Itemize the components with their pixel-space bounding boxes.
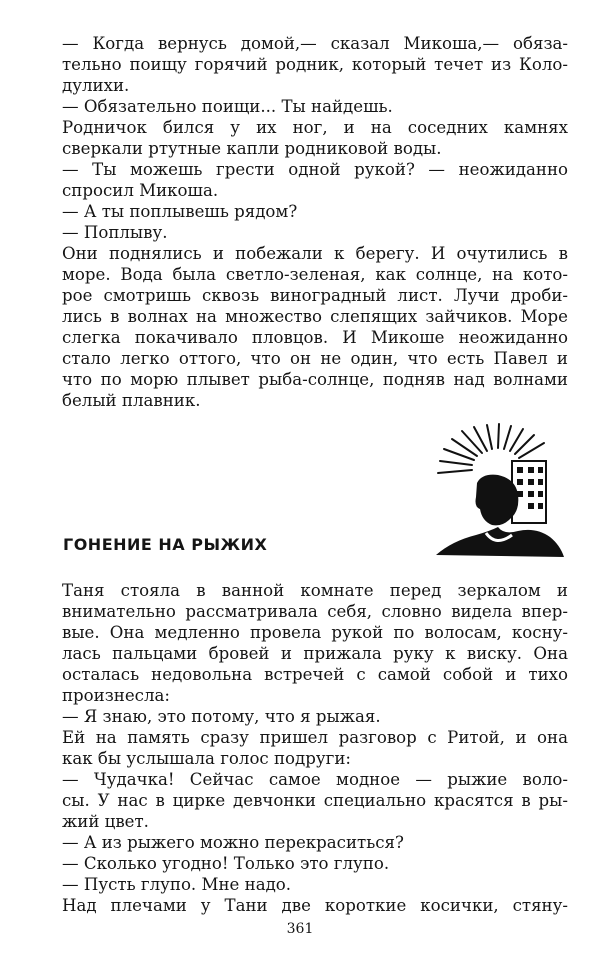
text-line: — Обязательно поищи... Ты найдешь. — [62, 97, 393, 116]
text-line: — Пусть глупо. Мне надо. — [62, 875, 292, 894]
page-number: 361 — [286, 921, 314, 937]
text-line: — Сколько угодно! Только это глупо. — [62, 854, 390, 873]
text-line: тельно поищу горячий родник, который течет из Коло- — [62, 55, 568, 74]
text-line: — Поплыву. — [62, 223, 168, 242]
chapter-title: ГОНЕНИЕ НА РЫЖИХ — [63, 535, 268, 554]
text-line: лась пальцами бровей и прижала руку к виску. Она — [62, 644, 568, 663]
text-line: рое смотришь сквозь виноградный лист. Лучи дроби- — [62, 286, 568, 305]
text-line: Они поднялись и побежали к берегу. И очутились в — [62, 244, 568, 263]
text-line: осталась недовольна встречей с самой собой и тихо — [62, 665, 568, 684]
text-line: спросил Микоша. — [62, 181, 219, 200]
text-line: слегка покачивало пловцов. И Микоше неожиданно — [62, 328, 568, 347]
text-block-bottom — [62, 580, 568, 916]
chapter-illustration — [432, 423, 572, 563]
text-line: сверкали ртутные капли родниковой воды. — [62, 139, 442, 158]
text-line: внимательно рассматривала себя, словно видела впер- — [62, 602, 568, 621]
text-line: дулихи. — [62, 76, 130, 95]
text-line: — Ты можешь грести одной рукой? — неожиданно — [62, 160, 568, 179]
text-line: Таня стояла в ванной комнате перед зеркалом и — [62, 581, 568, 600]
text-line: — Когда вернусь домой,— сказал Микоша,— обяза- — [62, 34, 568, 53]
text-line: Родничок бился у их ног, и на соседних камнях — [62, 118, 568, 137]
text-line: — Чудачка! Сейчас самое модное — рыжие воло- — [62, 770, 568, 789]
text-line: — А из рыжего можно перекраситься? — [62, 833, 404, 852]
text-line: — А ты поплывешь рядом? — [62, 202, 298, 221]
text-line: произнесла: — [62, 686, 170, 705]
text-line: море. Вода была светло-зеленая, как солнце, на кото- — [62, 265, 568, 284]
text-line: жий цвет. — [62, 812, 149, 831]
text-block-top — [62, 33, 568, 411]
text-line: как бы услышала голос подруги: — [62, 749, 351, 768]
text-line: сы. У нас в цирке девчонки специально красятся в ры- — [62, 791, 568, 810]
text-line: вые. Она медленно провела рукой по волосам, косну- — [62, 623, 568, 642]
text-line: Над плечами у Тани две короткие косички, стяну- — [62, 896, 568, 915]
text-line: Ей на память сразу пришел разговор с Ритой, и она — [62, 728, 568, 747]
text-line: что по морю плывет рыба-солнце, подняв над волнами — [62, 370, 568, 389]
text-line: лись в волнах на множество слепящих зайчиков. Море — [62, 307, 568, 326]
text-line: — Я знаю, это потому, что я рыжая. — [62, 707, 381, 726]
text-line: стало легко оттого, что он не один, что есть Павел и — [62, 349, 568, 368]
text-line: белый плавник. — [62, 391, 201, 410]
